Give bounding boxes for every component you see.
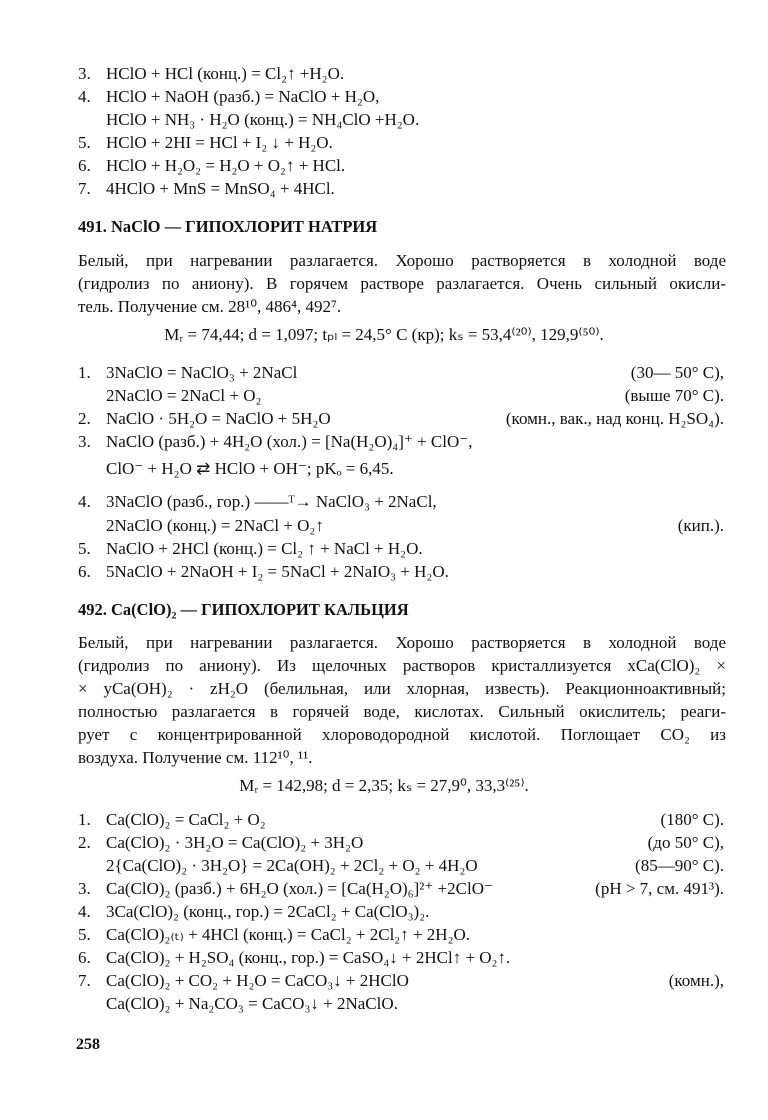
equation: Ca(ClO)₂ · 3H₂O = Ca(ClO)₂ + 3H₂O	[106, 833, 364, 852]
item-number: 6.	[78, 156, 91, 175]
equation: NaClO · 5H₂O = NaClO + 5H₂O	[106, 409, 331, 428]
condition: (комн.),	[668, 971, 724, 990]
equation: HClO + NH₃ · H₂O (конц.) = NH₄ClO +H₂O.	[106, 110, 420, 129]
page-number: 258	[76, 1036, 100, 1053]
equation: HClO + NaOH (разб.) = NaClO + H₂O,	[106, 87, 380, 106]
condition: (85—90° C).	[635, 856, 724, 875]
condition: (180° C).	[660, 810, 724, 829]
item-number: 6.	[78, 948, 91, 967]
equation: Ca(ClO)₂ + Na₂CO₃ = CaCO₃↓ + 2NaClO.	[106, 994, 398, 1013]
equation: 3Ca(ClO)₂ (конц., гор.) = 2CaCl₂ + Ca(ClO₃)₂.	[106, 902, 430, 921]
item-number: 3.	[78, 432, 91, 451]
constants-line: Mᵣ = 74,44; d = 1,097; tₚₗ = 24,5° C (кр); kₛ = 53,4⁽²⁰⁾, 129,9⁽⁵⁰⁾.	[164, 325, 604, 344]
item-number: 5.	[78, 925, 91, 944]
constants-line: Mᵣ = 142,98; d = 2,35; kₛ = 27,9⁰, 33,3⁽²⁵⁾.	[239, 776, 529, 795]
equation: 4HClO + MnS = MnSO₄ + 4HCl.	[106, 179, 335, 198]
description-line: (гидролиз по аниону). В горячем растворе разлагается. Очень сильный окисли-	[78, 274, 726, 293]
description-line: Белый, при нагревании разлагается. Хорошо растворяется в холодной воде	[78, 251, 726, 270]
equation: 3NaClO = NaClO₃ + 2NaCl	[106, 363, 298, 382]
item-number: 3.	[78, 64, 91, 83]
item-number: 5.	[78, 539, 91, 558]
item-number: 4.	[78, 87, 91, 106]
description-line: тель. Получение см. 28¹⁰, 486⁴, 492⁷.	[78, 297, 342, 316]
item-number: 6.	[78, 562, 91, 581]
equation: NaClO + 2HCl (конц.) = Cl₂ ↑ + NaCl + H₂O.	[106, 539, 423, 558]
item-number: 4.	[78, 492, 91, 511]
item-number: 4.	[78, 902, 91, 921]
equation: HClO + HCl (конц.) = Cl₂↑ +H₂O.	[106, 64, 345, 83]
item-number: 2.	[78, 409, 91, 428]
description-line: (гидролиз по аниону). Из щелочных растворов кристаллизуется xCa(ClO)₂ ×	[78, 656, 726, 675]
condition: (комн., вак., над конц. H₂SO₄).	[505, 409, 724, 428]
item-number: 7.	[78, 971, 91, 990]
equation: Ca(ClO)₂ = CaCl₂ + O₂	[106, 810, 266, 829]
equation: 2NaClO (конц.) = 2NaCl + O₂↑	[106, 516, 324, 535]
description-line: воздуха. Получение см. 112¹⁰, ¹¹.	[78, 748, 313, 767]
equation: 2NaClO = 2NaCl + O₂	[106, 386, 262, 405]
equation: Ca(ClO)₂ + H₂SO₄ (конц., гор.) = CaSO₄↓ + 2HCl↑ + O₂↑.	[106, 948, 511, 967]
item-number: 2.	[78, 833, 91, 852]
section-heading: 492. Ca(ClO)₂ — ГИПОХЛОРИТ КАЛЬЦИЯ	[78, 600, 409, 619]
description-line: полностью разлагается в горячей воде, кислотах. Сильный окислитель; реаги-	[78, 702, 726, 721]
equation: 3NaClO (разб., гор.) ——ᵀ→ NaClO₃ + 2NaCl,	[106, 492, 437, 511]
item-number: 1.	[78, 363, 91, 382]
equation: ClO⁻ + H₂O ⇄ HClO + OH⁻; pKₒ = 6,45.	[106, 459, 394, 478]
item-number: 5.	[78, 133, 91, 152]
condition: (pH > 7, см. 491³).	[595, 879, 724, 898]
description-line: Белый, при нагревании разлагается. Хорошо растворяется в холодной воде	[78, 633, 726, 652]
equation: Ca(ClO)₂₍ₜ₎ + 4HCl (конц.) = CaCl₂ + 2Cl₂↑ + 2H₂O.	[106, 925, 471, 944]
item-number: 3.	[78, 879, 91, 898]
condition: (до 50° C),	[647, 833, 724, 852]
description-line: × yCa(OH)₂ · zH₂O (белильная, или хлорная, известь). Реакционноактивный;	[78, 679, 726, 698]
equation: Ca(ClO)₂ + CO₂ + H₂O = CaCO₃↓ + 2HClO	[106, 971, 409, 990]
condition: (кип.).	[677, 516, 724, 535]
equation: HClO + 2HI = HCl + I₂ ↓ + H₂O.	[106, 133, 333, 152]
equation: 5NaClO + 2NaOH + I₂ = 5NaCl + 2NaIO₃ + H₂O.	[106, 562, 449, 581]
equation: HClO + H₂O₂ = H₂O + O₂↑ + HCl.	[106, 156, 346, 175]
item-number: 1.	[78, 810, 91, 829]
description-line: рует с концентрированной хлороводородной кислотой. Поглощает CO₂ из	[78, 725, 726, 744]
equation: 2{Ca(ClO)₂ · 3H₂O} = 2Ca(OH)₂ + 2Cl₂ + O₂ + 4H₂O	[106, 856, 478, 875]
section-heading: 491. NaClO — ГИПОХЛОРИТ НАТРИЯ	[78, 217, 378, 236]
equation: Ca(ClO)₂ (разб.) + 6H₂O (хол.) = [Ca(H₂O)₆]²⁺ +2ClO⁻	[106, 879, 493, 898]
condition: (выше 70° C).	[624, 386, 724, 405]
equation: NaClO (разб.) + 4H₂O (хол.) = [Na(H₂O)₄]⁺ + ClO⁻,	[106, 432, 473, 451]
condition: (30— 50° C),	[630, 363, 724, 382]
item-number: 7.	[78, 179, 91, 198]
